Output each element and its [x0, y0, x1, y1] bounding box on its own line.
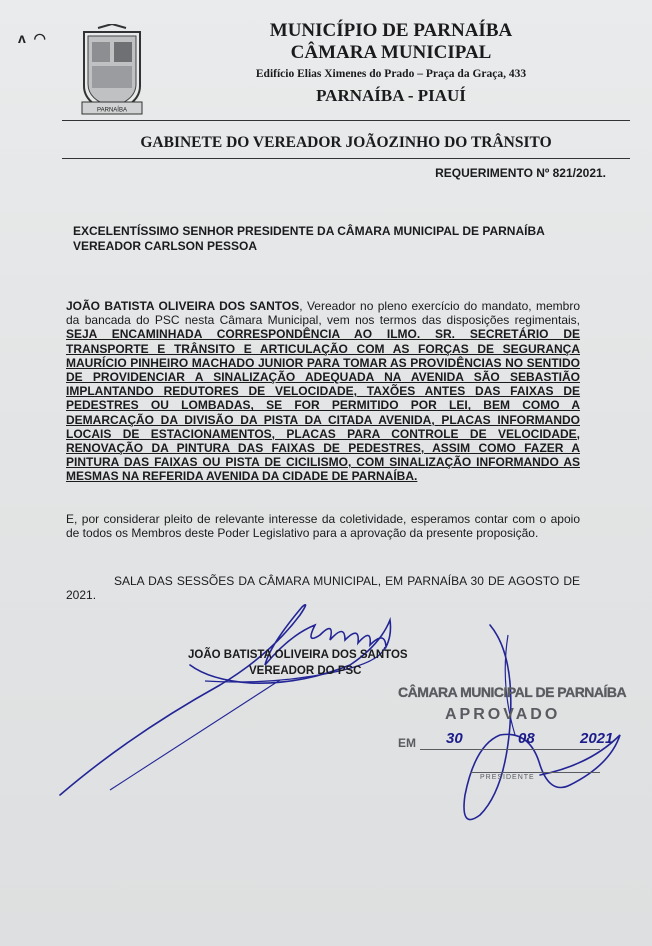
crest-label: PARNAÍBA [97, 107, 127, 114]
addressee-block [73, 224, 579, 254]
header-divider-bottom [62, 158, 630, 159]
approval-stamp [390, 676, 640, 796]
stamp-day: 30 [446, 730, 463, 747]
signatory-role: VEREADOR DO PSC [249, 665, 362, 677]
stamp-month: 08 [518, 730, 535, 747]
header-divider-top [62, 120, 630, 121]
municipality-title: MUNICÍPIO DE PARNAÍBA [269, 20, 513, 41]
author-name: JOÃO BATISTA OLIVEIRA DOS SANTOS [66, 299, 300, 313]
office-title: GABINETE DO VEREADOR JOÃOZINHO DO TRÂNSITO [140, 134, 552, 151]
stamp-year: 2021 [580, 730, 614, 747]
stamp-sign-label: PRESIDENTE [480, 774, 535, 781]
signatory-name: JOÃO BATISTA OLIVEIRA DOS SANTOS [188, 649, 408, 661]
request-intro: , Vereador no pleno exercício do mandato, membro da bancada do PSC nesta Câmara Municipal, vem nos termos das disposições regimentais, [66, 299, 580, 328]
corner-mark: ᴧ ◠ [18, 30, 48, 46]
session-date-paragraph: SALA DAS SESSÕES DA CÂMARA MUNICIPAL, EM PARNAÍBA 30 DE AGOSTO DE 2021. [66, 574, 580, 603]
building-address: Edifício Elias Ximenes do Prado – Praça da Graça, 433 [255, 68, 527, 80]
request-content: SEJA ENCAMINHADA CORRESPONDÊNCIA AO ILMO. SR. SECRETÁRIO DE TRANSPORTE E TRÂNSITO E ARTICULAÇÃO COM AS FORÇAS DE SEGURANÇA MAURÍCIO PINHEIRO MACHADO JUNIOR PARA TOMAR AS PROVIDÊNCIAS NO SENTIDO DE PROVIDENCIAR A SINALIZAÇÃO ADEQUADA NA AVENIDA SÃO SEBASTIÃO IMPLANTANDO REDUTORES DE VELOCIDADE, TAXÕES ANTES DAS FAIXAS DE PEDESTRES OU LOMBADAS, SE FOR PERMITIDO POR LEI, BEM COMO A DEMARCAÇÃO DA DIVISÃO DA PISTA DA CITADA AVENIDA, PLACAS INFORMANDO LOCAIS DE ESTACIONAMENTOS, PLACAS PARA CONTROLE DE VELOCIDADE, RENOVAÇÃO DA PINTURA DAS FAIXAS DE PEDESTRES, ASSIM COMO FAZER A PINTURA DAS FAIXAS OU PISTA DE CICILISMO, COM SINALIZAÇÃO INFORMANDO AS MESMAS NA REFERIDA AVENIDA DA CIDADE DE PARNAÍBA. [66, 327, 580, 484]
request-number: REQUERIMENTO Nº 821/2021. [435, 166, 606, 180]
addressee-line-2: VEREADOR CARLSON PESSOA [73, 239, 258, 253]
stamp-title: CÂMARA MUNICIPAL DE PARNAÍBA [398, 684, 627, 700]
closing-paragraph: E, por considerar pleito de relevante interesse da coletividade, esperamos contar com o apoio de todos os Membros deste Poder Legislativo para a aprovação da presente proposição. [66, 512, 580, 541]
chamber-title: CÂMARA MUNICIPAL [290, 42, 492, 63]
addressee-line-1: EXCELENTÍSSIMO SENHOR PRESIDENTE DA CÂMARA MUNICIPAL DE PARNAÍBA [73, 224, 545, 238]
request-paragraph [66, 299, 580, 484]
stamp-sign-line [470, 772, 600, 773]
city-state: PARNAÍBA - PIAUÍ [316, 86, 466, 105]
stamp-date-line [420, 749, 600, 750]
stamp-status: APROVADO [445, 706, 561, 723]
stamp-em-label: EM [398, 736, 416, 750]
